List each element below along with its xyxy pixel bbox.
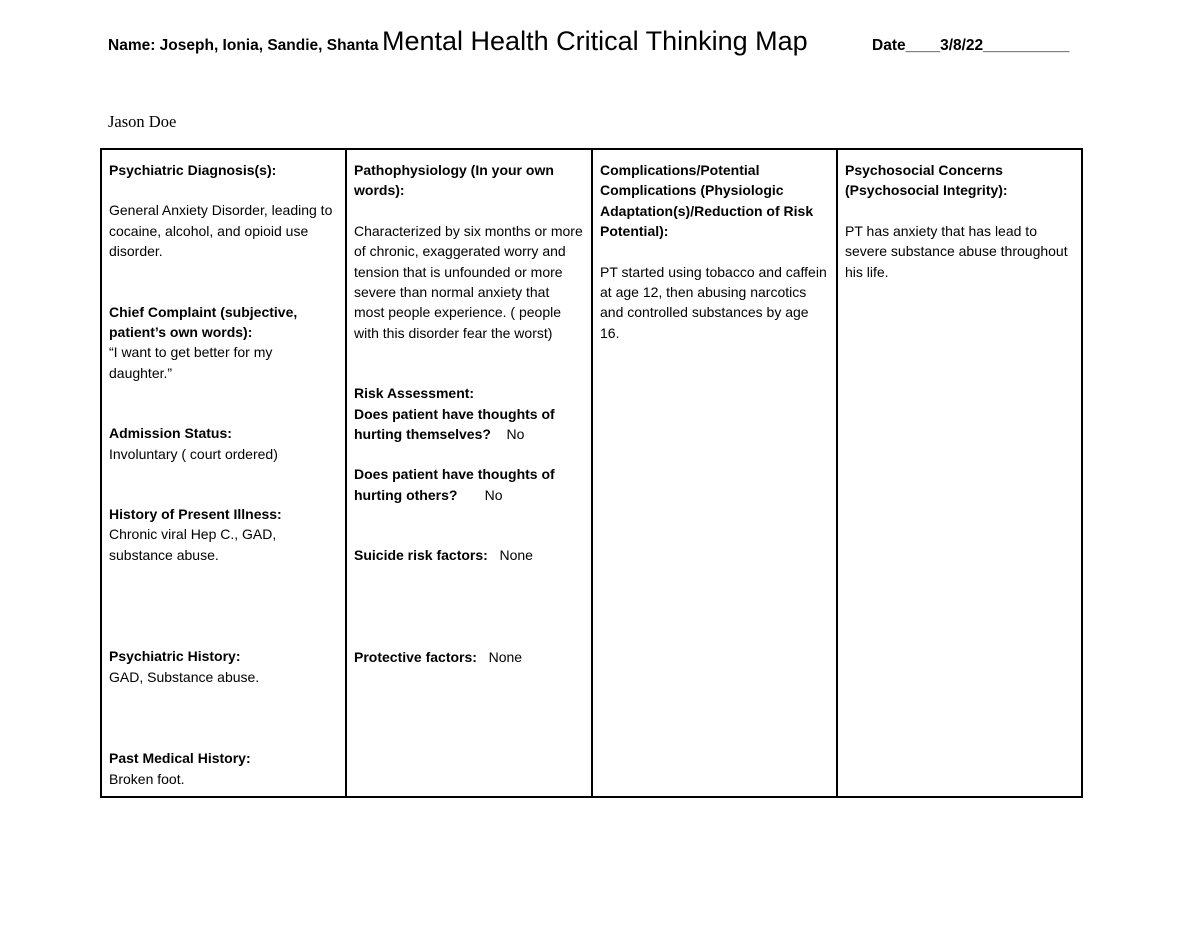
psychosocial-label: Psychosocial Concerns (Psychosocial Integrity): xyxy=(845,162,1008,199)
hpi-label: History of Present Illness: xyxy=(109,506,282,523)
psychiatric-history-label: Psychiatric History: xyxy=(109,648,241,665)
column-complications xyxy=(593,150,838,796)
column-diagnosis xyxy=(102,150,347,796)
complications-value: PT started using tobacco and caffein at age 12, then abusing narcotics and controlled substances by age 16. xyxy=(600,263,827,341)
critical-thinking-table xyxy=(100,148,1083,798)
hpi-value: Chronic viral Hep C., GAD, substance abuse. xyxy=(109,526,277,563)
past-medical-history-label: Past Medical History: xyxy=(109,750,251,767)
psychosocial-value: PT has anxiety that has lead to severe substance abuse throughout his life. xyxy=(845,222,1068,280)
protective-factors-value: None xyxy=(488,648,523,665)
harm-others-answer: No xyxy=(484,486,503,503)
column-pathophysiology xyxy=(347,150,593,796)
complications-label: Complications/Potential Complications (Physiologic Adaptation(s)/Reduction of Risk Potential): xyxy=(600,162,814,240)
diagnosis-label: Psychiatric Diagnosis(s): xyxy=(109,162,277,178)
admission-status-label: Admission Status: xyxy=(109,425,232,442)
suicide-risk-line: Suicide risk factors: None xyxy=(354,547,533,564)
document-header xyxy=(108,26,1088,66)
harm-self-question: Does patient have thoughts of hurting themselves? No xyxy=(354,405,555,443)
suicide-risk-value: None xyxy=(499,547,533,564)
psychiatric-history-value: GAD, Substance abuse. xyxy=(109,668,260,685)
pathophysiology-value: Characterized by six months or more of chronic, exaggerated worry and tension that is unfounded or more severe than normal anxiety that most people experience. ( people with this disorder fear the worst) xyxy=(354,222,583,341)
diagnosis-value: General Anxiety Disorder, leading to cocaine, alcohol, and opioid use disorder. xyxy=(109,202,333,260)
protective-factors-line: Protective factors: None xyxy=(354,648,523,665)
harm-others-question: Does patient have thoughts of hurting others? No xyxy=(354,466,555,503)
chief-complaint-value: “I want to get better for my daughter.” xyxy=(109,344,273,381)
date-field: Date____3/8/22__________ xyxy=(872,37,1070,54)
risk-assessment-label: Risk Assessment: xyxy=(354,385,475,402)
page-title: Mental Health Critical Thinking Map xyxy=(382,26,808,56)
admission-status-value: Involuntary ( court ordered) xyxy=(109,445,278,462)
patient-name: Jason Doe xyxy=(108,112,177,131)
chief-complaint-label: Chief Complaint (subjective, patient’s own words): xyxy=(109,303,298,341)
past-medical-history-value: Broken foot. xyxy=(109,770,185,787)
column-psychosocial xyxy=(838,150,1081,796)
harm-self-answer: No xyxy=(506,426,525,443)
student-names: Name: Joseph, Ionia, Sandie, Shanta xyxy=(108,37,379,54)
pathophysiology-label: Pathophysiology (In your own words): xyxy=(354,162,554,199)
